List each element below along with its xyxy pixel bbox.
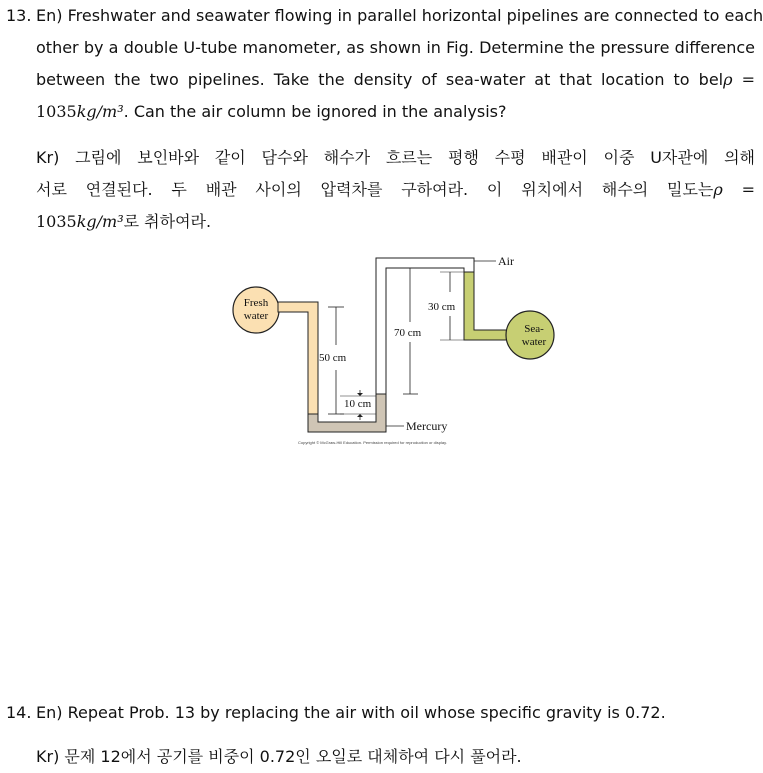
sea-water-label-2: water [521, 336, 547, 348]
p13-en-line-4: 1035kg/m³. Can the air column be ignored in the analysis? [36, 102, 507, 121]
p14-kr-line: Kr) 문제 12에서 공기를 비중이 0.72인 오일로 대체하여 다시 풀어라. [36, 747, 522, 766]
dim-10-arrowhead-bottom [357, 414, 363, 417]
p13-en-line-1: 13. En) Freshwater and seawater flowing in parallel horizontal pipelines are connected to each [6, 0, 755, 32]
mercury-label: Mercury [406, 419, 448, 433]
problem-number-13: 13. [6, 6, 32, 25]
dim-30-label: 30 cm [428, 301, 456, 313]
problem-number-14: 14. [6, 703, 32, 722]
fresh-water-label-2: water [243, 310, 269, 322]
dim-10-label: 10 cm [344, 398, 372, 410]
fresh-water-label: Fresh [243, 297, 269, 309]
sea-water-column [464, 272, 508, 340]
manometer-figure [228, 250, 547, 455]
air-column [376, 258, 474, 394]
copyright-notice: Copyright © McGraw-Hill Education. Permission required for reproduction or display. [298, 440, 447, 445]
p14-en-line: 14. En) Repeat Prob. 13 by replacing the air with oil whose specific gravity is 0.72. [6, 697, 755, 729]
p13-kr-line-3: 1035kg/m³로 취하여라. [36, 212, 212, 231]
rho-symbol: ρ = [713, 180, 755, 199]
sea-water-pipe [506, 311, 554, 359]
dim-50-label: 50 cm [319, 352, 347, 364]
density-unit: kg/m³ [76, 102, 124, 121]
dim-10-arrowhead-top [357, 393, 363, 396]
p13-kr-line-2: 서로 연결된다. 두 배관 사이의 압력차를 구하여라. 이 위치에서 해수의 밀도는ρ = [36, 180, 755, 199]
density-value: 1035 [36, 102, 77, 121]
p13-kr-line-1: Kr) 그림에 보인바와 같이 담수와 해수가 흐르는 평행 수평 배관이 이중 U자관에 의해 [36, 148, 755, 167]
p13-en-line-2: other by a double U-tube manometer, as shown in Fig. Determine the pressure difference [36, 38, 755, 57]
density-unit: kg/m³ [76, 212, 124, 231]
fresh-water-column [278, 302, 318, 414]
problem-13-english [6, 0, 763, 128]
problem-14 [6, 697, 755, 773]
problem-13-korean [6, 142, 755, 238]
rho-symbol: ρ = [723, 70, 756, 89]
dim-70-label: 70 cm [394, 327, 422, 339]
p13-en-line-3: between the two pipelines. Take the density of sea-water at that location to belρ = [36, 70, 756, 89]
sea-water-label: Sea- [524, 323, 544, 335]
air-label: Air [498, 254, 514, 268]
density-value: 1035 [36, 212, 77, 231]
